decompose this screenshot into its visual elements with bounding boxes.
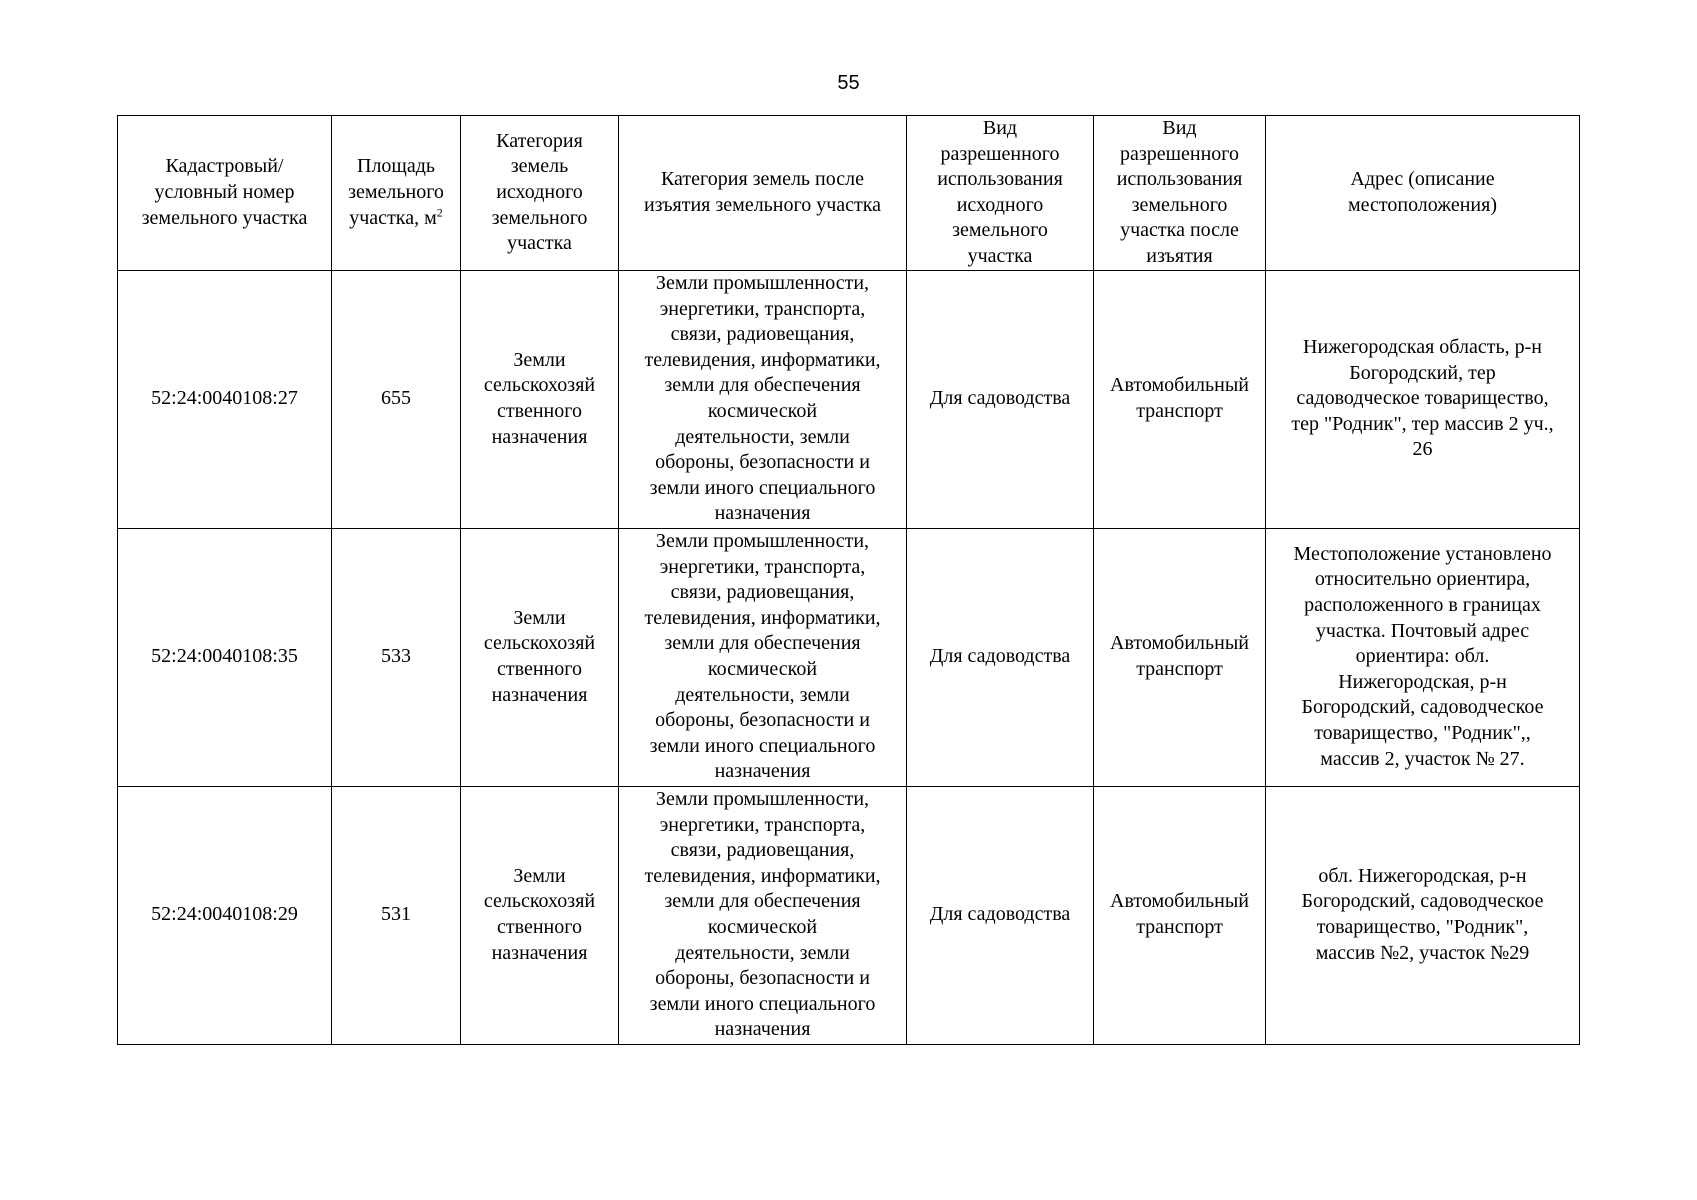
header-category-after: Категория земель после изъятия земельного участка [619, 116, 907, 271]
page-number: 55 [837, 72, 860, 94]
cell-cadastral-number: 52:24:0040108:29 [118, 786, 332, 1044]
cell-use-after: Автомобильный транспорт [1094, 270, 1266, 528]
header-address: Адрес (описание местоположения) [1266, 116, 1580, 271]
table-header-row [118, 116, 1580, 271]
cell-cadastral-number: 52:24:0040108:35 [118, 528, 332, 786]
header-cadastral-number: Кадастровый/ условный номер земельного участка [118, 116, 332, 271]
table-row [118, 528, 1580, 786]
header-plot-area [332, 116, 461, 271]
cell-category-initial: Земли сельскохозяй ственного назначения [461, 528, 619, 786]
cell-category-after: Земли промышленности, энергетики, транспорта, связи, радиовещания, телевидения, информатики, земли для обеспечения космической деятельности, земли обороны, безопасности и земли иного специального назначения [619, 786, 907, 1044]
land-plots-table [117, 115, 1580, 1045]
cell-address: Нижегородская область, р-н Богородский, тер садоводческое товарищество, тер "Родник", тер массив 2 уч., 26 [1266, 270, 1580, 528]
cell-category-initial: Земли сельскохозяй ственного назначения [461, 786, 619, 1044]
cell-address: обл. Нижегородская, р-н Богородский, садоводческое товарищество, "Родник", массив №2, участок №29 [1266, 786, 1580, 1044]
cell-use-initial: Для садоводства [907, 270, 1094, 528]
cell-use-after: Автомобильный транспорт [1094, 786, 1266, 1044]
header-use-initial: Вид разрешенного использования исходного земельного участка [907, 116, 1094, 271]
cell-use-initial: Для садоводства [907, 786, 1094, 1044]
cell-use-after: Автомобильный транспорт [1094, 528, 1266, 786]
table-row [118, 786, 1580, 1044]
header-category-initial: Категория земель исходного земельного участка [461, 116, 619, 271]
cell-use-initial: Для садоводства [907, 528, 1094, 786]
header-plot-area-label: Площадь земельного участка, м [348, 155, 444, 229]
cell-plot-area: 531 [332, 786, 461, 1044]
cell-address: Местоположение установлено относительно ориентира, расположенного в границах участка. Почтовый адрес ориентира: обл. Нижегородская, р-н Богородский, садоводческое товарищество, "Родник",, массив 2, участок № 27. [1266, 528, 1580, 786]
cell-cadastral-number: 52:24:0040108:27 [118, 270, 332, 528]
cell-plot-area: 655 [332, 270, 461, 528]
table-row [118, 270, 1580, 528]
cell-category-after: Земли промышленности, энергетики, транспорта, связи, радиовещания, телевидения, информатики, земли для обеспечения космической деятельности, земли обороны, безопасности и земли иного специального назначения [619, 270, 907, 528]
cell-category-initial: Земли сельскохозяй ственного назначения [461, 270, 619, 528]
cell-category-after: Земли промышленности, энергетики, транспорта, связи, радиовещания, телевидения, информатики, земли для обеспечения космической деятельности, земли обороны, безопасности и земли иного специального назначения [619, 528, 907, 786]
cell-plot-area: 533 [332, 528, 461, 786]
header-use-after: Вид разрешенного использования земельного участка после изъятия [1094, 116, 1266, 271]
header-plot-area-superscript: 2 [436, 204, 443, 219]
